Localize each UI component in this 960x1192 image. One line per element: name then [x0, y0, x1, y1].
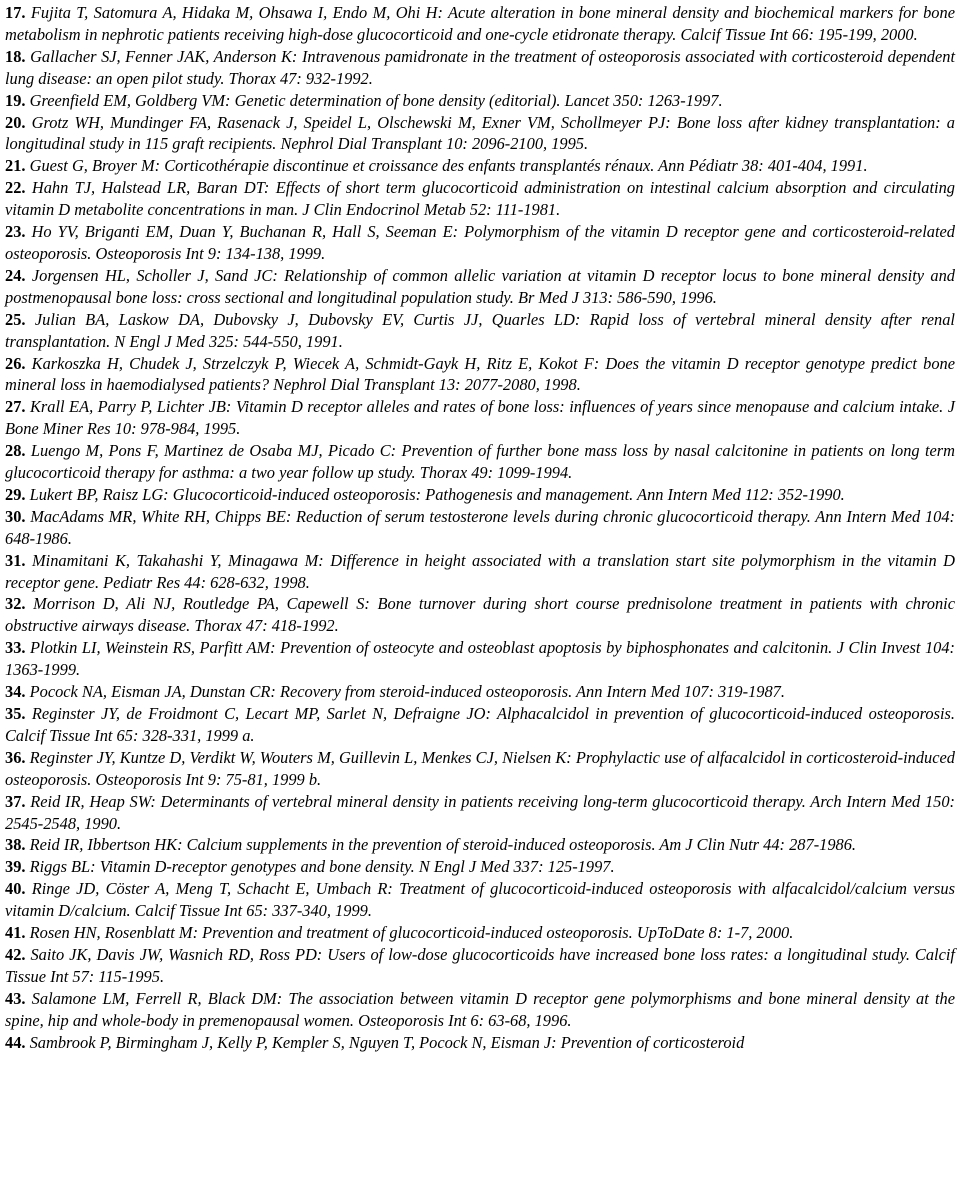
reference-number: 19.	[5, 90, 26, 110]
reference-number: 21.	[5, 156, 26, 176]
reference-number: 43.	[5, 988, 26, 1008]
reference-entry	[5, 112, 955, 156]
reference-text: Julian BA, Laskow DA, Dubovsky J, Dubovsky EV, Curtis JJ, Quarles LD: Rapid loss of vertebral mineral density after renal transplantation. N Engl J Med 325: 544-550, 1991.	[5, 309, 955, 351]
reference-entry	[5, 747, 955, 791]
reference-number: 38.	[5, 835, 26, 855]
reference-entry	[5, 265, 955, 309]
reference-entry	[5, 988, 955, 1032]
reference-text: Rosen HN, Rosenblatt M: Prevention and treatment of glucocorticoid-induced osteoporosis. UpToDate 8: 1-7, 2000.	[29, 923, 794, 943]
reference-text: Karkoszka H, Chudek J, Strzelczyk P, Wiecek A, Schmidt-Gayk H, Ritz E, Kokot F: Does the vitamin D receptor genotype predict bone mineral loss in haemodialysed patients? Nephrol Dial Transplant 13: 2077-2080, 1998.	[5, 353, 955, 395]
reference-number: 18.	[5, 46, 26, 66]
reference-number: 44.	[5, 1032, 26, 1052]
reference-number: 23.	[5, 222, 26, 242]
reference-text: Reginster JY, de Froidmont C, Lecart MP, Sarlet N, Defraigne JO: Alphacalcidol in prevention of glucocorticoid-induced osteoporosis. Calcif Tissue Int 65: 328-331, 1999 a.	[5, 704, 955, 745]
reference-text: Saito JK, Davis JW, Wasnich RD, Ross PD: Users of low-dose glucocorticoids have increased bone loss rates: a longitudinal study. Calcif Tissue Int 57: 115-1995.	[5, 944, 955, 986]
reference-number: 37.	[5, 791, 26, 811]
reference-text: Sambrook P, Birmingham J, Kelly P, Kempler S, Nguyen T, Pocock N, Eisman J: Prevention of corticosteroid	[29, 1032, 745, 1052]
reference-number: 29.	[5, 484, 26, 504]
reference-number: 24.	[5, 265, 26, 285]
reference-text: Krall EA, Parry P, Lichter JB: Vitamin D receptor alleles and rates of bone loss: influences of years since menopause and calcium intake. J Bone Miner Res 10: 978-984, 1995.	[5, 397, 955, 439]
reference-entry	[5, 944, 955, 988]
reference-list	[5, 2, 955, 1054]
reference-entry	[5, 1032, 955, 1054]
reference-number: 22.	[5, 178, 26, 198]
reference-entry	[5, 2, 955, 46]
reference-entry	[5, 681, 955, 703]
reference-text: Jorgensen HL, Scholler J, Sand JC: Relationship of common allelic variation at vitamin D receptor locus to bone mineral density and postmenopausal bone loss: cross sectional and longitudinal population study. Br Med J 313: 586-590, 1996.	[5, 265, 955, 307]
reference-entry	[5, 90, 955, 112]
reference-number: 31.	[5, 550, 26, 570]
reference-text: Ho YV, Briganti EM, Duan Y, Buchanan R, Hall S, Seeman E: Polymorphism of the vitamin D receptor gene and corticosteroid-related osteoporosis. Osteoporosis Int 9: 134-138, 1999.	[5, 222, 955, 263]
reference-number: 17.	[5, 3, 26, 22]
reference-text: Gallacher SJ, Fenner JAK, Anderson K: Intravenous pamidronate in the treatment of osteoporosis associated with corticosteroid dependent lung disease: an open pilot study. Thorax 47: 932-1992.	[5, 46, 955, 88]
reference-entry	[5, 155, 955, 177]
reference-number: 20.	[5, 112, 26, 132]
reference-number: 39.	[5, 857, 26, 877]
reference-number: 25.	[5, 309, 26, 329]
reference-number: 35.	[5, 704, 26, 723]
reference-number: 26.	[5, 353, 26, 373]
reference-text: Reid IR, Heap SW: Determinants of vertebral mineral density in patients receiving long-term glucocorticoid therapy. Arch Intern Med 150: 2545-2548, 1990.	[5, 791, 955, 833]
reference-number: 28.	[5, 441, 26, 461]
reference-entry	[5, 550, 955, 594]
reference-text: Reginster JY, Kuntze D, Verdikt W, Wouters M, Guillevin L, Menkes CJ, Nielsen K: Prophylactic use of alfacalcidol in corticosteroid-induced osteoporosis. Osteoporosis Int 9: 75-81, 1999 b.	[5, 747, 955, 789]
reference-text: Fujita T, Satomura A, Hidaka M, Ohsawa I, Endo M, Ohi H: Acute alteration in bone mineral density and biochemical markers for bone metabolism in nephrotic patients receiving high-dose glucocorticoid and one-cycle etidronate therapy. Calcif Tissue Int 66: 195-199, 2000.	[5, 3, 955, 44]
reference-entry	[5, 593, 955, 637]
reference-entry	[5, 856, 955, 878]
reference-text: Morrison D, Ali NJ, Routledge PA, Capewell S: Bone turnover during short course prednisolone treatment in patients with chronic obstructive airways disease. Thorax 47: 418-1992.	[5, 594, 955, 636]
reference-text: Pocock NA, Eisman JA, Dunstan CR: Recovery from steroid-induced osteoporosis. Ann Intern Med 107: 319-1987.	[29, 682, 785, 702]
reference-number: 36.	[5, 747, 26, 767]
reference-entry	[5, 353, 955, 397]
reference-entry	[5, 791, 955, 835]
reference-entry	[5, 309, 955, 353]
reference-number: 32.	[5, 594, 26, 614]
reference-text: Greenfield EM, Goldberg VM: Genetic determination of bone density (editorial). Lancet 350: 1263-1997.	[29, 90, 723, 110]
reference-entry	[5, 177, 955, 221]
reference-text: Hahn TJ, Halstead LR, Baran DT: Effects of short term glucocorticoid administration on intestinal calcium absorption and circulating vitamin D metabolite concentrations in man. J Clin Endocrinol Metab 52: 111-1981.	[5, 178, 955, 220]
reference-entry	[5, 834, 955, 856]
reference-entry	[5, 506, 955, 550]
reference-number: 41.	[5, 923, 26, 943]
reference-text: Plotkin LI, Weinstein RS, Parfitt AM: Prevention of osteocyte and osteoblast apoptosis by biphosphonates and calcitonin. J Clin Invest 104: 1363-1999.	[5, 638, 955, 680]
reference-number: 40.	[5, 879, 26, 899]
reference-text: Lukert BP, Raisz LG: Glucocorticoid-induced osteoporosis: Pathogenesis and management. Ann Intern Med 112: 352-1990.	[29, 484, 845, 504]
reference-text: Grotz WH, Mundinger FA, Rasenack J, Speidel L, Olschewski M, Exner VM, Schollmeyer PJ: Bone loss after kidney transplantation: a longitudinal study in 115 graft recipients. Nephrol Dial Transplant 10: 2096-2100, 1995.	[5, 112, 955, 154]
reference-entry	[5, 878, 955, 922]
reference-text: Riggs BL: Vitamin D-receptor genotypes and bone density. N Engl J Med 337: 125-1997.	[29, 857, 615, 877]
reference-text: Ringe JD, Cöster A, Meng T, Schacht E, Umbach R: Treatment of glucocorticoid-induced osteoporosis with alfacalcidol/calcium versus vitamin D/calcium. Calcif Tissue Int 65: 337-340, 1999.	[5, 879, 955, 921]
reference-entry	[5, 221, 955, 265]
reference-entry	[5, 484, 955, 506]
reference-entry	[5, 637, 955, 681]
reference-entry	[5, 703, 955, 747]
reference-entry	[5, 396, 955, 440]
reference-text: Luengo M, Pons F, Martinez de Osaba MJ, Picado C: Prevention of further bone mass loss by nasal calcitonine in patients on long term glucocorticoid therapy for asthma: a two year follow up study. Thorax 49: 1099-1994.	[5, 441, 955, 483]
reference-number: 33.	[5, 638, 26, 658]
reference-text: Guest G, Broyer M: Corticothérapie discontinue et croissance des enfants transplantés rénaux. Ann Pédiatr 38: 401-404, 1991.	[29, 156, 868, 176]
reference-number: 30.	[5, 506, 26, 526]
reference-text: MacAdams MR, White RH, Chipps BE: Reduction of serum testosterone levels during chronic glucocorticoid therapy. Ann Intern Med 104: 648-1986.	[5, 506, 955, 548]
reference-text: Salamone LM, Ferrell R, Black DM: The association between vitamin D receptor gene polymorphisms and bone mineral density at the spine, hip and whole-body in premenopausal women. Osteoporosis Int 6: 63-68, 1996.	[5, 988, 955, 1030]
reference-text: Minamitani K, Takahashi Y, Minagawa M: Difference in height associated with a translation start site polymorphism in the vitamin D receptor gene. Pediatr Res 44: 628-632, 1998.	[5, 550, 955, 592]
reference-number: 27.	[5, 397, 26, 417]
reference-entry	[5, 440, 955, 484]
reference-text: Reid IR, Ibbertson HK: Calcium supplements in the prevention of steroid-induced osteoporosis. Am J Clin Nutr 44: 287-1986.	[29, 835, 857, 855]
reference-entry	[5, 922, 955, 944]
reference-number: 42.	[5, 944, 26, 964]
reference-number: 34.	[5, 682, 26, 702]
reference-entry	[5, 46, 955, 90]
